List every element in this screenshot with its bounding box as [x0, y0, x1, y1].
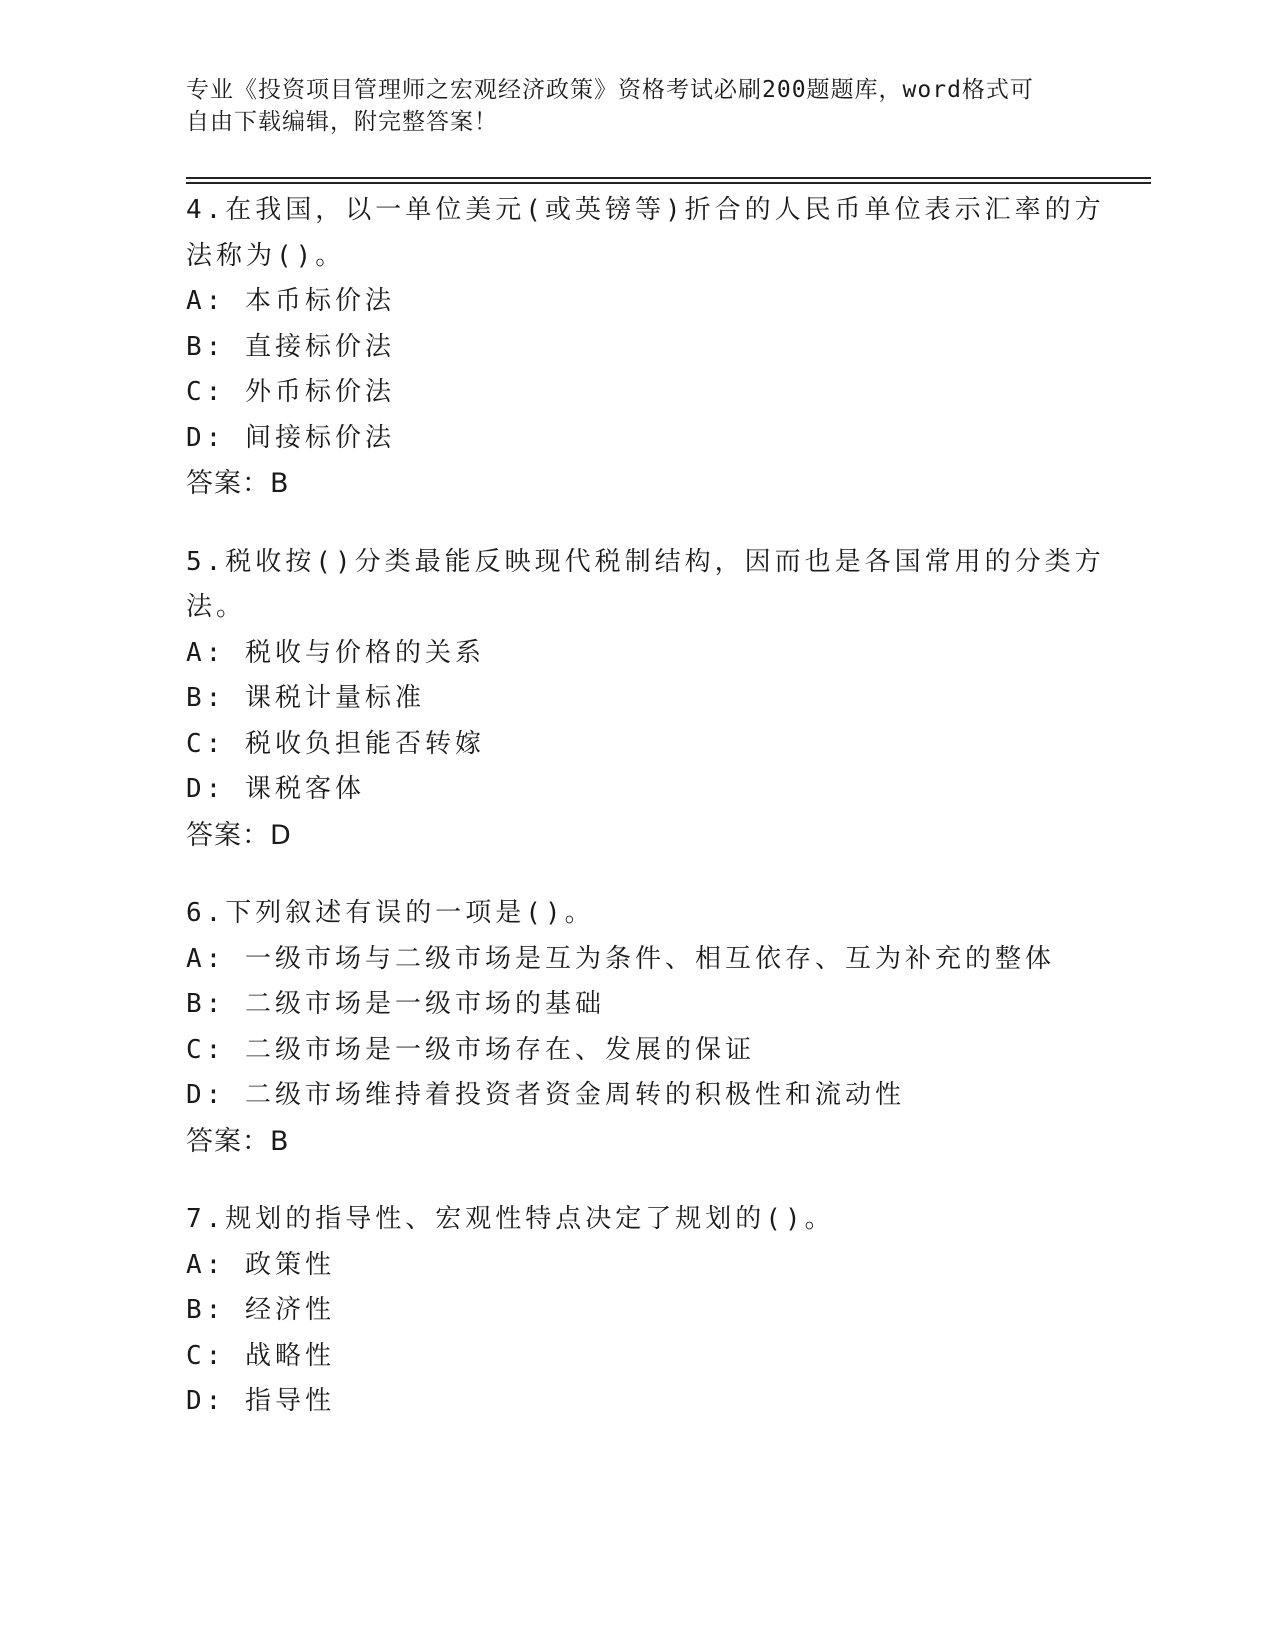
- option-a: A: 一级市场与二级市场是互为条件、相互依存、互为补充的整体: [186, 943, 1055, 974]
- option-d: D: 课税客体: [186, 774, 365, 804]
- option-b: B: 课税计量标准: [186, 683, 425, 713]
- question-5: [186, 540, 1105, 859]
- option-c: C: 战略性: [186, 1340, 335, 1371]
- option-a: A: 本币标价法: [186, 286, 395, 316]
- question-list: [186, 188, 1105, 1458]
- question-7: [186, 1197, 1086, 1425]
- option-d: D: 间接标价法: [186, 422, 395, 453]
- header-divider: [186, 177, 1151, 179]
- option-d: D: 二级市场维持着投资者资金周转的积极性和流动性: [186, 1080, 905, 1110]
- answer: 答案：B: [186, 468, 290, 499]
- question-stem: 4.在我国，以一单位美元(或英镑等)折合的人民币单位表示汇率的方: [186, 195, 1105, 225]
- option-c: C: 外币标价法: [186, 377, 395, 407]
- answer: 答案：B: [186, 1125, 290, 1157]
- document-header: [186, 74, 1066, 138]
- question-4: [186, 188, 1105, 507]
- question-6: [186, 891, 1086, 1164]
- question-stem: 法。: [186, 592, 247, 622]
- option-a: A: 税收与价格的关系: [186, 637, 485, 668]
- header-line: 专业《投资项目管理师之宏观经济政策》资格考试必刷200题题库，word格式可: [186, 77, 1034, 103]
- option-a: A: 政策性: [186, 1249, 335, 1280]
- question-stem: 5.税收按()分类最能反映现代税制结构，因而也是各国常用的分类方: [186, 546, 1105, 577]
- answer: 答案：D: [186, 819, 292, 851]
- question-stem: 6.下列叙述有误的一项是()。: [186, 898, 595, 928]
- option-d: D: 指导性: [186, 1386, 335, 1416]
- question-stem: 法称为()。: [186, 240, 346, 271]
- option-b: B: 二级市场是一级市场的基础: [186, 989, 605, 1019]
- option-b: B: 经济性: [186, 1295, 335, 1325]
- header-line: 自由下载编辑，附完整答案！: [186, 109, 498, 135]
- option-c: C: 税收负担能否转嫁: [186, 728, 485, 759]
- question-stem: 7.规划的指导性、宏观性特点决定了规划的()。: [186, 1204, 835, 1234]
- option-c: C: 二级市场是一级市场存在、发展的保证: [186, 1034, 755, 1065]
- header-divider: [186, 182, 1151, 184]
- option-b: B: 直接标价法: [186, 331, 395, 362]
